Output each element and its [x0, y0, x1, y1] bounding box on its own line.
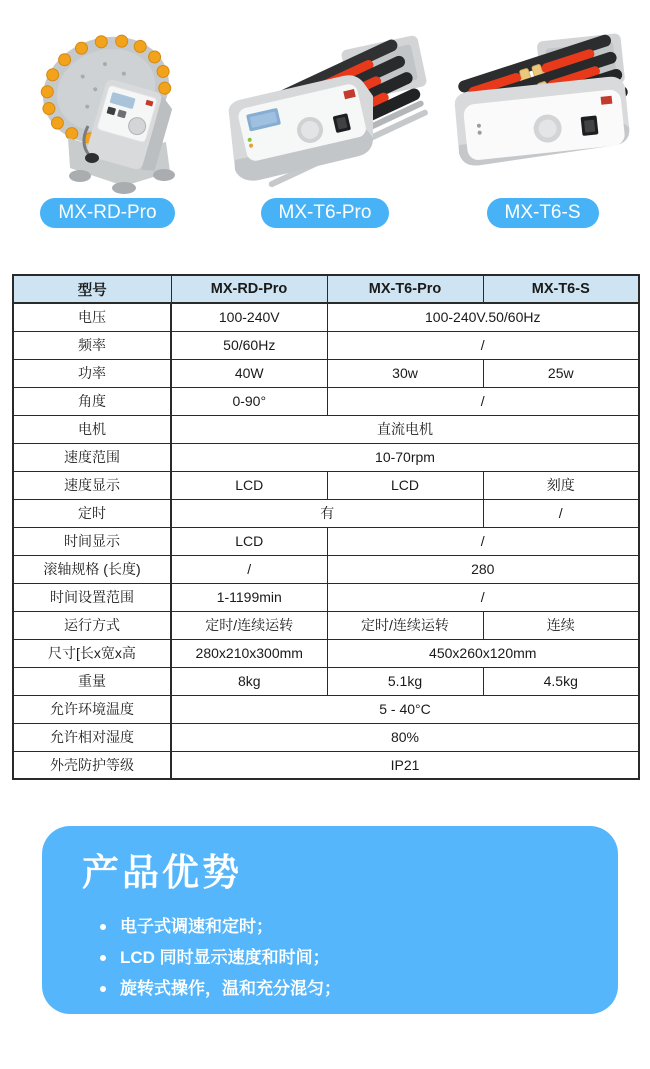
spec-label: 角度 — [13, 387, 171, 415]
spec-row — [13, 695, 639, 723]
spec-table-body — [13, 303, 639, 779]
spec-row — [13, 387, 639, 415]
spec-value: 4.5kg — [483, 667, 639, 695]
bullet-dot-icon — [100, 924, 106, 930]
spec-row — [13, 723, 639, 751]
spec-value: 有 — [171, 499, 483, 527]
product-name-badge-mx-rd-pro: MX-RD-Pro — [40, 198, 174, 228]
product-card-mx-t6-pro — [215, 10, 435, 228]
advantages-title: 产品优势 — [82, 852, 242, 893]
spec-label: 允许相对湿度 — [13, 723, 171, 751]
spec-label: 速度显示 — [13, 471, 171, 499]
spec-label: 运行方式 — [13, 611, 171, 639]
spec-row — [13, 359, 639, 387]
advantages-list — [82, 911, 598, 1004]
spec-header-row — [13, 275, 639, 303]
spec-row — [13, 751, 639, 779]
spec-label: 时间设置范围 — [13, 583, 171, 611]
spec-label: 电压 — [13, 303, 171, 331]
spec-label: 重量 — [13, 667, 171, 695]
spec-row — [13, 443, 639, 471]
spec-value: / — [171, 555, 327, 583]
spec-label: 速度范围 — [13, 443, 171, 471]
advantage-text: LCD 同时显示速度和时间； — [120, 948, 330, 967]
spec-label: 频率 — [13, 331, 171, 359]
spec-label: 允许环境温度 — [13, 695, 171, 723]
spec-value: 定时/连续运转 — [327, 611, 483, 639]
spec-value: LCD — [327, 471, 483, 499]
advantage-item — [100, 973, 598, 1004]
bullet-dot-icon — [100, 955, 106, 961]
spec-value: / — [483, 499, 639, 527]
spec-value: 5.1kg — [327, 667, 483, 695]
product-card-mx-rd-pro — [0, 10, 215, 228]
spec-value: LCD — [171, 471, 327, 499]
spec-header-mx-t6-pro: MX-T6-Pro — [327, 275, 483, 303]
spec-value: 40W — [171, 359, 327, 387]
product-card-mx-t6-s — [435, 10, 650, 228]
spec-table — [12, 274, 640, 780]
product-photo-mx-t6-pro — [215, 10, 435, 195]
spec-label: 定时 — [13, 499, 171, 527]
spec-value: 刻度 — [483, 471, 639, 499]
product-name-badge-mx-t6-pro: MX-T6-Pro — [261, 198, 390, 228]
product-showcase — [0, 0, 650, 228]
spec-label: 功率 — [13, 359, 171, 387]
spec-label: 电机 — [13, 415, 171, 443]
spec-row — [13, 527, 639, 555]
rotator-disc-mixer-icon — [18, 10, 198, 195]
product-photo-mx-t6-s — [443, 10, 643, 195]
spec-value: 定时/连续运转 — [171, 611, 327, 639]
advantage-text: 电子式调速和定时； — [120, 917, 273, 936]
spec-value: 1-1199min — [171, 583, 327, 611]
spec-value: 连续 — [483, 611, 639, 639]
six-roller-mixer-lcd-icon — [215, 10, 435, 195]
spec-value: / — [327, 387, 639, 415]
product-name-badge-mx-t6-s: MX-T6-S — [487, 198, 599, 228]
spec-row — [13, 331, 639, 359]
spec-row — [13, 471, 639, 499]
spec-value: 5 - 40°C — [171, 695, 639, 723]
spec-value: 100-240V.50/60Hz — [327, 303, 639, 331]
spec-value: LCD — [171, 527, 327, 555]
spec-header-model: 型号 — [13, 275, 171, 303]
spec-value: 80% — [171, 723, 639, 751]
product-photo-mx-rd-pro — [18, 10, 198, 195]
spec-value: / — [327, 583, 639, 611]
spec-label: 滚轴规格 (长度) — [13, 555, 171, 583]
spec-value: / — [327, 331, 639, 359]
spec-value: 280 — [327, 555, 639, 583]
spec-row — [13, 303, 639, 331]
spec-row — [13, 583, 639, 611]
spec-value: / — [327, 527, 639, 555]
spec-row — [13, 667, 639, 695]
spec-label: 尺寸[长x宽x高 — [13, 639, 171, 667]
advantage-item — [100, 911, 598, 942]
spec-row — [13, 499, 639, 527]
spec-value: 50/60Hz — [171, 331, 327, 359]
advantage-item — [100, 942, 598, 973]
bullet-dot-icon — [100, 986, 106, 992]
spec-row — [13, 415, 639, 443]
spec-row — [13, 555, 639, 583]
spec-row — [13, 611, 639, 639]
spec-label: 时间显示 — [13, 527, 171, 555]
spec-value: 直流电机 — [171, 415, 639, 443]
spec-value: 280x210x300mm — [171, 639, 327, 667]
six-roller-mixer-analog-icon — [443, 15, 643, 190]
spec-value: 0-90° — [171, 387, 327, 415]
spec-header-mx-t6-s: MX-T6-S — [483, 275, 639, 303]
spec-value: 10-70rpm — [171, 443, 639, 471]
spec-value: 25w — [483, 359, 639, 387]
spec-value: IP21 — [171, 751, 639, 779]
spec-value: 100-240V — [171, 303, 327, 331]
spec-label: 外壳防护等级 — [13, 751, 171, 779]
spec-row — [13, 639, 639, 667]
spec-value: 30w — [327, 359, 483, 387]
advantage-text: 旋转式操作，温和充分混匀； — [120, 979, 341, 998]
spec-value: 8kg — [171, 667, 327, 695]
advantages-card — [42, 826, 618, 1014]
spec-value: 450x260x120mm — [327, 639, 639, 667]
spec-header-mx-rd-pro: MX-RD-Pro — [171, 275, 327, 303]
